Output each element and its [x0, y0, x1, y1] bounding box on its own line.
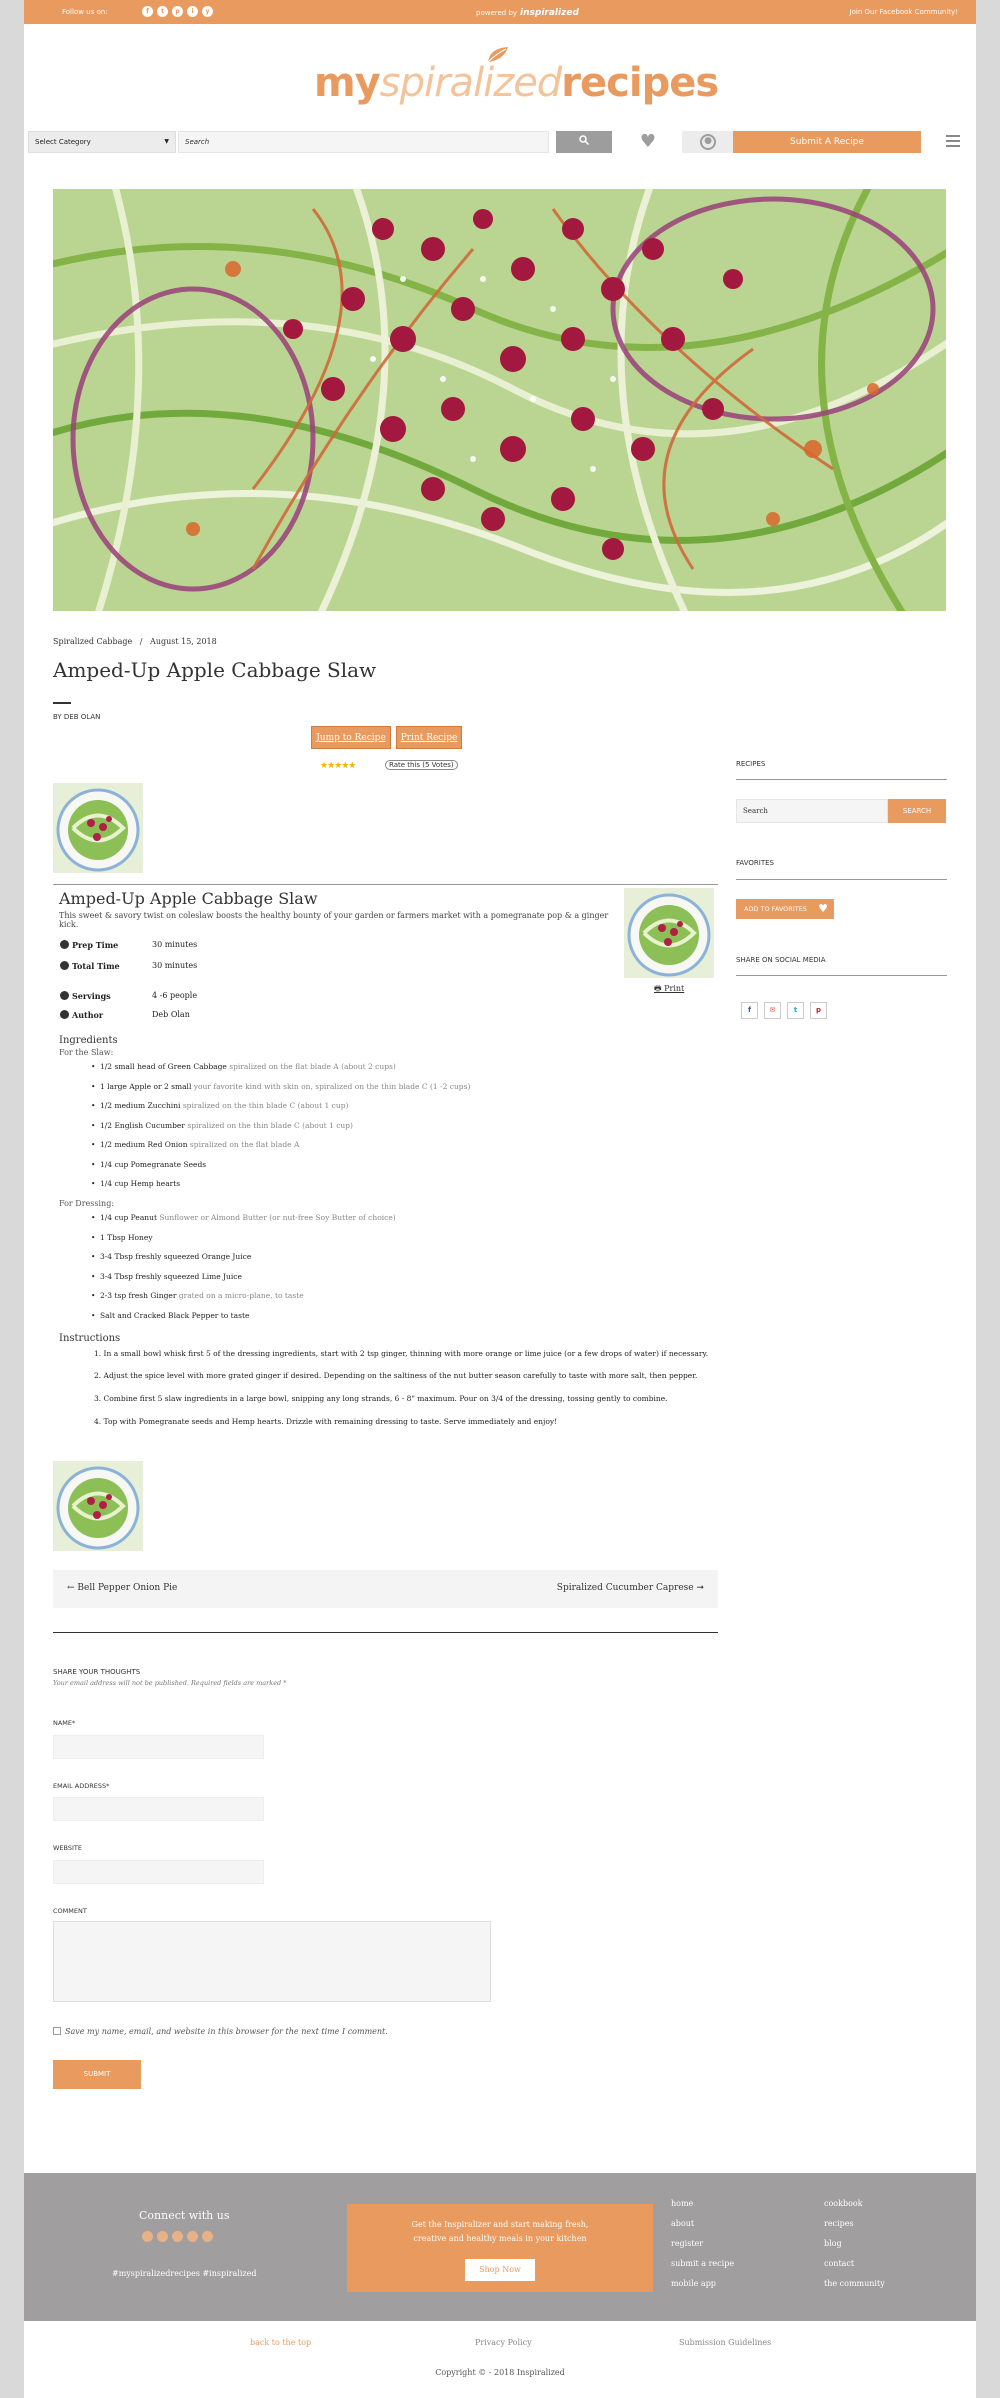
instagram-icon[interactable] [187, 2231, 198, 2242]
top-bar [24, 0, 976, 24]
footer-link-cookbook[interactable]: cookbook [824, 2199, 863, 2208]
logo-my: my [314, 60, 380, 106]
comment-textarea[interactable] [53, 1921, 491, 2002]
recipe-card-image [624, 888, 714, 978]
rate-this-button[interactable]: Rate this (5 Votes) [385, 760, 458, 770]
prep-time-value: 30 minutes [152, 940, 198, 949]
ingredient-item: • 1/2 English Cucumber spiralized on the thin blade C (about 1 cup) [100, 1121, 353, 1130]
back-to-top-link[interactable]: back to the top [250, 2338, 312, 2347]
chef-hat-icon [60, 1010, 69, 1019]
previous-post-link[interactable]: ← Bell Pepper Onion Pie [67, 1583, 178, 1593]
instruction-step: 4. Top with Pomegranate seeds and Hemp hearts. Drizzle with remaining dressing to taste. Serve immediately and enjoy! [94, 1417, 558, 1426]
sidebar-recipes-heading: RECIPES [736, 760, 766, 768]
comments-note: Your email address will not be published. Required fields are marked * [53, 1679, 287, 1687]
instruction-step: 3. Combine first 5 slaw ingredients in a large bowl, snipping any long strands, 6 - 8" maximum. Pour on 3/4 of the dressing, tossing gently to combine. [94, 1394, 668, 1403]
recipe-card-title: Amped-Up Apple Cabbage Slaw [59, 889, 318, 908]
print-recipe-button[interactable]: Print Recipe [396, 726, 462, 749]
sidebar-favorites-heading: FAVORITES [736, 859, 774, 867]
ingredient-item: • Salt and Cracked Black Pepper to taste [100, 1311, 249, 1320]
instruction-step: 1. In a small bowl whisk first 5 of the dressing ingredients, start with 2 tsp ginger, thinning with more orange or lime juice (or a few drops of water) if necessary. [94, 1349, 709, 1358]
ingredient-item: • 1/2 medium Zucchini spiralized on the thin blade C (about 1 cup) [100, 1101, 348, 1110]
save-info-checkbox[interactable] [53, 2027, 61, 2035]
add-to-favorites-label: ADD TO FAVORITES [744, 905, 807, 913]
user-icon: ● [700, 134, 716, 150]
footer-hashtags: #myspiralizedrecipes #inspiralized [112, 2269, 257, 2278]
facebook-icon[interactable] [142, 2231, 153, 2242]
post-date: August 15, 2018 [150, 637, 217, 646]
ingredient-item: • 1/4 cup Pomegranate Seeds [100, 1160, 206, 1169]
website-field[interactable] [53, 1860, 264, 1884]
instructions-heading: Instructions [59, 1333, 121, 1344]
website-label: WEBSITE [53, 1844, 82, 1852]
pinterest-icon[interactable]: p [172, 6, 183, 17]
total-time-row [60, 961, 197, 971]
footer-link-recipes[interactable]: recipes [824, 2219, 854, 2228]
footer-social-icons [142, 2231, 213, 2242]
search-input[interactable]: Search [178, 131, 549, 153]
ingredient-item: • 1 large Apple or 2 small your favorite kind with skin on, spiralized on the thin blade C (1 -2 cups) [100, 1082, 470, 1091]
jump-to-recipe-button[interactable]: Jump to Recipe [311, 726, 391, 749]
footer-link-about[interactable]: about [671, 2219, 695, 2228]
join-facebook-link[interactable]: Join Our Facebook Community! [849, 8, 958, 16]
comment-label: COMMENT [53, 1907, 87, 1915]
copyright: Copyright © - 2018 Inspiralized [435, 2368, 565, 2377]
top-social-icons [142, 6, 213, 17]
recipe-thumbnail [53, 783, 143, 873]
logo-recipes: recipes [561, 60, 719, 106]
recipe-card-divider [53, 884, 718, 885]
ingredients-heading: Ingredients [59, 1035, 118, 1046]
total-time-label: Total Time [72, 961, 120, 971]
sidebar-search-input[interactable]: Search [736, 799, 888, 823]
card-print-link[interactable] [654, 983, 684, 997]
email-share-icon[interactable]: ✉ [764, 1002, 781, 1019]
card-print-label: Print [664, 984, 685, 993]
name-field[interactable] [53, 1735, 264, 1759]
logo-spiralized: spiralized [379, 60, 562, 106]
prep-time-label: Prep Time [72, 940, 119, 950]
promo-text: Get the Inspiralizer and start making fresh, creative and healthy meals in your kitchen [411, 2220, 589, 2243]
facebook-share-icon[interactable]: f [741, 1002, 758, 1019]
submission-guidelines-link[interactable]: Submission Guidelines [679, 2338, 772, 2347]
email-field[interactable] [53, 1797, 264, 1821]
add-to-favorites-button[interactable] [736, 899, 834, 919]
shop-now-button[interactable]: Shop Now [465, 2259, 535, 2281]
powered-label: powered by [476, 9, 518, 17]
post-navigation [53, 1570, 718, 1608]
servings-value: 4 -6 people [152, 991, 198, 1000]
author-value: Deb Olan [152, 1010, 190, 1019]
pencil-icon [60, 940, 69, 949]
sidebar-search-button[interactable]: SEARCH [888, 799, 946, 823]
sidebar-divider [736, 975, 947, 976]
ingredient-item: • 1/2 medium Red Onion spiralized on the flat blade A [100, 1140, 299, 1149]
utensils-icon [60, 991, 69, 1000]
submit-recipe-button[interactable]: Submit A Recipe [733, 131, 921, 153]
ingredient-item: • 1 Tbsp Honey [100, 1233, 153, 1242]
servings-label: Servings [72, 991, 111, 1001]
search-icon [579, 135, 589, 145]
sidebar-divider [736, 779, 947, 780]
twitter-icon[interactable]: t [157, 6, 168, 17]
star-rating[interactable]: ★★★★★ [320, 761, 356, 771]
footer-link-community[interactable]: the community [824, 2279, 885, 2288]
footer-link-contact[interactable]: contact [824, 2259, 855, 2268]
sidebar-share-heading: SHARE ON SOCIAL MEDIA [736, 956, 826, 964]
servings-row [60, 991, 197, 1001]
email-label: EMAIL ADDRESS* [53, 1782, 110, 1790]
share-icons [741, 1002, 827, 1019]
inspiralizer-promo [347, 2204, 653, 2292]
connect-heading: Connect with us [139, 2209, 230, 2222]
category-select[interactable] [28, 131, 176, 153]
save-info-checkbox-row[interactable] [53, 2027, 388, 2036]
twitter-icon[interactable] [157, 2231, 168, 2242]
printer-icon: 🖶 [654, 984, 662, 993]
prep-time-row [60, 940, 197, 950]
youtube-icon[interactable]: y [202, 6, 213, 17]
heart-icon: ♥ [818, 902, 828, 915]
ingredient-item: • 1/4 cup Peanut Sunflower or Almond Butter (or nut-free Soy Butter of choice) [100, 1213, 396, 1222]
chevron-down-icon: ▼ [164, 138, 169, 145]
page [24, 0, 976, 2398]
powered-by[interactable] [476, 8, 579, 18]
recipe-thumbnail-bottom [53, 1461, 143, 1551]
ingredient-item: • 3-4 Tbsp freshly squeezed Lime Juice [100, 1272, 242, 1281]
byline[interactable]: BY DEB OLAN [53, 713, 101, 721]
search-button[interactable] [556, 131, 612, 153]
author-row [60, 1010, 190, 1020]
instruction-step: 2. Adjust the spice level with more grated ginger if desired. Depending on the saltiness of the nut butter season carefully to taste with more salt, then pepper. [94, 1371, 698, 1380]
inspiralized-brand: inspiralized [520, 8, 579, 18]
footer-link-home[interactable]: home [671, 2199, 694, 2208]
slaw-heading: For the Slaw: [59, 1048, 114, 1057]
instagram-icon[interactable]: i [187, 6, 198, 17]
total-time-value: 30 minutes [152, 961, 198, 970]
breadcrumb-category[interactable]: Spiralized Cabbage [53, 637, 133, 646]
footer [24, 2173, 976, 2321]
footer-link-submit-recipe[interactable]: submit a recipe [671, 2259, 735, 2268]
footer-link-blog[interactable]: blog [824, 2239, 842, 2248]
favorites-heart-button[interactable] [626, 131, 670, 153]
youtube-icon[interactable] [202, 2231, 213, 2242]
comments-divider [53, 1632, 718, 1633]
sidebar-divider [736, 879, 947, 880]
ingredient-item: • 3-4 Tbsp freshly squeezed Orange Juice [100, 1252, 251, 1261]
facebook-icon[interactable]: f [142, 6, 153, 17]
save-info-label: Save my name, email, and website in this browser for the next time I comment. [65, 2027, 388, 2036]
site-logo[interactable] [314, 60, 719, 110]
category-select-value: Select Category [35, 138, 91, 146]
privacy-policy-link[interactable]: Privacy Policy [475, 2338, 532, 2347]
footer-link-register[interactable]: register [671, 2239, 704, 2248]
submit-comment-button[interactable]: SUBMIT [53, 2060, 141, 2089]
follow-label: Follow us on: [62, 8, 108, 16]
name-label: NAME* [53, 1719, 76, 1727]
dressing-heading: For Dressing: [59, 1199, 115, 1208]
account-button[interactable] [682, 131, 734, 153]
clock-icon [60, 961, 69, 970]
next-post-link[interactable]: Spiralized Cucumber Caprese ➞ [556, 1583, 704, 1593]
author-label: Author [72, 1010, 104, 1020]
ingredient-item: • 2-3 tsp fresh Ginger grated on a micro-plane, to taste [100, 1291, 304, 1300]
breadcrumb [53, 637, 217, 646]
page-title: Amped-Up Apple Cabbage Slaw [53, 658, 377, 682]
leaf-icon [486, 46, 510, 64]
recipe-description: This sweet & savory twist on coleslaw boosts the healthy bounty of your garden or farmers market with a pomegranate pop & a ginger kick. [59, 911, 609, 929]
breadcrumb-separator: / [139, 637, 143, 646]
twitter-share-icon[interactable]: t [787, 1002, 804, 1019]
heart-icon: ♥ [639, 131, 657, 152]
ingredient-item: • 1/4 cup Hemp hearts [100, 1179, 180, 1188]
ingredient-item: • 1/2 small head of Green Cabbage spiralized on the flat blade A (about 2 cups) [100, 1062, 396, 1071]
footer-link-mobile-app[interactable]: mobile app [671, 2279, 716, 2288]
pinterest-share-icon[interactable]: p [810, 1002, 827, 1019]
pinterest-icon[interactable] [172, 2231, 183, 2242]
title-divider [53, 702, 71, 704]
hero-image [53, 189, 946, 611]
hamburger-menu-icon[interactable] [946, 135, 960, 147]
comments-heading: SHARE YOUR THOUGHTS [53, 1668, 141, 1676]
nav-row [28, 131, 972, 153]
